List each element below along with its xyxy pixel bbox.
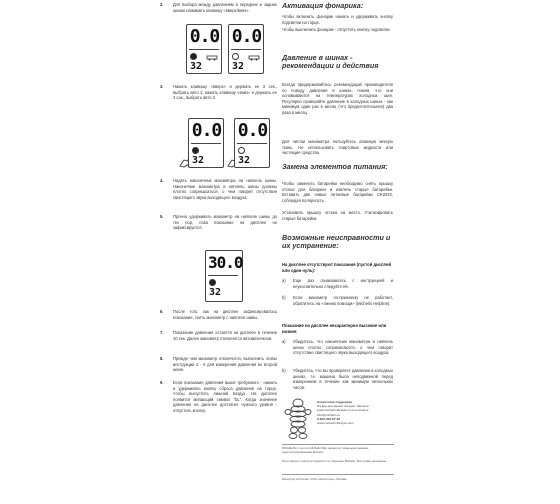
heading-battery: Замена элементов питания: <box>282 162 388 171</box>
car-icon <box>248 53 260 61</box>
front-tire-indicator-icon <box>190 53 197 60</box>
list-marker: b) <box>282 295 286 300</box>
lcd-main-value: 0.0 <box>189 26 220 47</box>
step-text: Прочно удерживать манометр на ниппеле шины до тех пор, пока показание на дисплее не зафиксируется. <box>173 214 277 231</box>
front-tire-indicator-icon <box>192 147 199 154</box>
lcd-target-value: 32 <box>238 155 251 166</box>
paragraph-cleaning: Для чистки манометра пользуйтесь влажную мягкую ткань. Не использовать спиртовые жидкости или чистящие средства. <box>282 139 393 156</box>
support-phone: 8-800-333-87-46 <box>317 416 341 421</box>
lcd-display <box>228 24 264 74</box>
footer-trademark: MICHELIN и логотип Michelin Man являются товарными знаками, зарегистрированными Michelin. <box>282 446 370 454</box>
heading-pressure: Давление в шинах - рекомендации и действия <box>282 53 379 71</box>
step-text: Нажать клавишу «вверх» и держать ее 3 сек., выбрать авто 1; нажать клавишу «вниз» и держать ее 3 сек., выбрать авто 2. <box>173 84 277 101</box>
step-number: 9. <box>160 380 164 385</box>
paragraph-battery-2: Установить крышку отсека на место. Утилизировать старые батарейки. <box>282 210 393 221</box>
step-number: 6. <box>160 309 164 314</box>
paragraph-battery-1: Чтобы заменить батарейки необходимо снять крышку отсека для батареек и извлечь старые батарейки. Вставить две новые литиевые батарейки CR2032, соблюдая полярность. <box>282 181 393 203</box>
lcd-target-value: 32 <box>190 61 203 72</box>
lcd-target-value: 32 <box>209 287 222 298</box>
fault-1-title: На дисплее отсутствуют показания (пустой дисплей или один нуль): <box>282 262 392 273</box>
heading-faults: Возможные неисправности и их устранение: <box>282 233 391 251</box>
lcd-main-value: 0.0 <box>231 26 262 47</box>
rear-tire-indicator-icon <box>238 147 245 154</box>
support-site: www.michelin-lifestyle.com <box>317 421 354 426</box>
step-text: Надеть наконечник манометра на ниппель шины. Наконечник манометра и ниппель шины должны плотно соприкасаться, о чем говорит отсутствие свистящего звука выходящего воздуха. <box>173 178 277 200</box>
paragraph-flash-on: Чтобы включить фонарик нажать и удерживать кнопку подсветки на торце. <box>282 14 393 25</box>
lcd-pair-1 <box>186 24 266 78</box>
lcd-display <box>188 118 224 168</box>
step-number: 8. <box>160 356 164 361</box>
list-text: Еще раз ознакомьтесь с инструкцией и неукоснительно следуйте ей. <box>293 278 393 289</box>
lcd-display <box>205 250 243 302</box>
heading-flashlight: Активация фонарика: <box>282 1 364 10</box>
divider <box>282 474 394 475</box>
car-icon <box>206 53 218 61</box>
lcd-pair-2 <box>178 118 270 172</box>
michelin-man-icon <box>284 398 312 440</box>
lcd-main-value: 30.0 <box>208 253 243 272</box>
lcd-main-value: 0.0 <box>237 120 268 141</box>
step-text: После того, как на дисплее зафиксировалось показание, снять манометр с ниппеля шины. <box>173 309 277 320</box>
lcd-main-value: 0.0 <box>191 120 222 141</box>
list-text: Убедитесь, что наконечник манометра и ниппель шины плотно соприкасаются, о чем говорит отсутствие свистящего звука выходящего воздуха. <box>293 339 393 356</box>
lcd-target-value: 32 <box>232 61 245 72</box>
footer-importer: Импортер в Россию: ООО «Автостиль», Москва. <box>282 477 348 481</box>
lcd-target-value: 32 <box>192 155 205 166</box>
tire-indicator-icon <box>209 279 216 286</box>
list-text: Убедитесь, что вы проверяете давление в холодных шинах, т.е. машина была неподвижной перед измерением в течение как минимум нескольких часов. <box>293 368 394 390</box>
support-title: Клиентская поддержка <box>317 400 353 404</box>
step-number: 4. <box>160 178 164 183</box>
lcd-display <box>234 118 270 168</box>
list-marker: a) <box>282 339 286 344</box>
paragraph-pressure: Всегда придерживайтесь рекомендаций производителя по поводу давления в шинах, помня, что они основываются на температурах холодных шин. Регулярно проверяйте давление в холодных шинах - как минимум один раз в месяц (что предпочтительнее) два раза в месяц. <box>282 82 393 115</box>
step-number: 2. <box>160 2 164 7</box>
step-number: 3. <box>160 84 164 89</box>
step-text: Для выбора между давлением в передних и задних шинах нажимать клавишу «вверх/вниз». <box>173 2 277 13</box>
list-text: Если манометр по-прежнему не работает, обратитесь на «линию помощи» (Michelin Helpline). <box>293 295 393 306</box>
step-text: Показание давления остается на дисплее в течение 10 сек. Далее манометр отключится автоматически. <box>173 330 277 341</box>
list-marker: a) <box>282 278 286 283</box>
divider <box>282 444 394 445</box>
support-block <box>317 400 377 425</box>
footer-license: Изготовлено и распространяется по лицензии Michelin. Все права защищены. <box>282 459 387 463</box>
support-lines: На всё для вашей поездки. Звоните: www.michelin-lifestyle.ru или пишите: info@michelin.ru <box>317 404 370 417</box>
rear-tire-indicator-icon <box>232 53 239 60</box>
list-marker: b) <box>282 368 286 373</box>
step-text: Прежде чем манометр отключится, выполнить этапы инструкции 2 - 6 для измерения давления во второй шине. <box>173 356 277 373</box>
paragraph-flash-off: Чтобы выключить фонарик - отпустить кнопку подсветки. <box>282 27 391 32</box>
step-number: 5. <box>160 214 164 219</box>
lcd-display <box>186 24 222 74</box>
step-number: 7. <box>160 330 164 335</box>
fault-2-title: Показание на дисплее нехарактерно высокие или низкие: <box>282 323 387 334</box>
step-text: Если показание давления выше требуемого - нажать и удерживать кнопку сброса давления на торце, чтобы выпустить лишний воздух. На дисплее появится мигающий символ "bL". Когда значение давления на дисплее достигнет нужного уровня - отпустить кнопку. <box>173 380 277 413</box>
